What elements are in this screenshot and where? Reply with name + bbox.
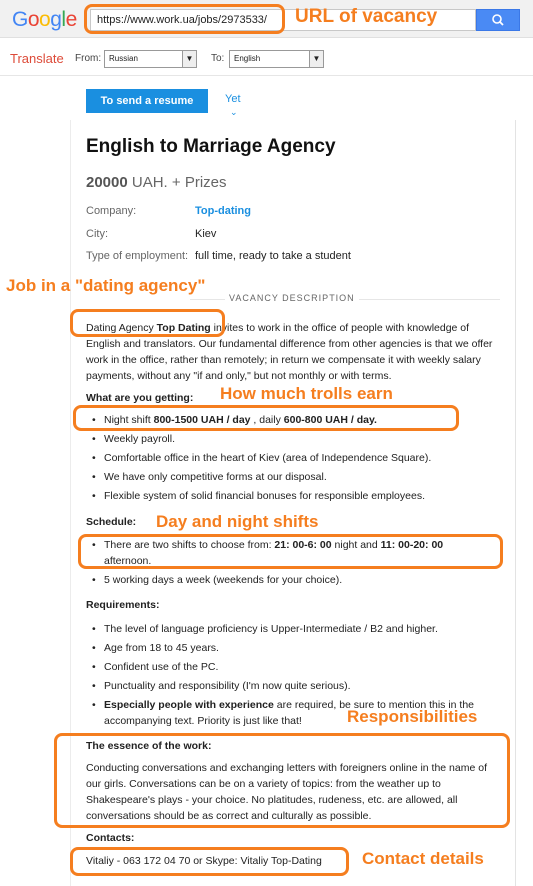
salary-rest: UAH. + Prizes	[127, 174, 227, 191]
bullet-text: Age from 18 to 45 years.	[104, 642, 219, 654]
bullet-text: The level of language proficiency is Upper-Intermediate / B2 and higher.	[104, 623, 438, 635]
list-item: • Weekly payroll.	[92, 433, 175, 445]
schedule-heading: Schedule:	[86, 516, 137, 528]
job-salary	[86, 174, 227, 191]
intro-agency-name: Top Dating	[156, 322, 211, 334]
city-label: City:	[86, 228, 108, 240]
bullet-text: Night shift	[104, 414, 154, 426]
bullet-text: Punctuality and responsibility (I'm now quite serious).	[104, 680, 351, 692]
list-item: • The level of language proficiency is Upper-Intermediate / B2 and higher.	[92, 623, 438, 635]
intro-part-1: Dating Agency	[86, 322, 157, 334]
night-shift-time: 21: 00-6: 00	[274, 539, 332, 551]
list-item: • Age from 18 to 45 years.	[92, 642, 219, 654]
schedule-highlight	[78, 534, 503, 569]
list-item: • Night shift 800-1500 UAH / day , daily 600-800 UAH / day.	[92, 414, 377, 426]
essence-highlight	[54, 733, 510, 828]
from-language-value: Russian	[109, 54, 138, 63]
contacts-heading: Contacts:	[86, 832, 135, 844]
search-button[interactable]	[476, 9, 520, 31]
list-item: • Especially people with experience are required, be sure to mention this in the accompanying text. Priority is just like that!	[92, 699, 475, 727]
bullet-text: night and	[331, 539, 381, 551]
contacts-annotation: Contact details	[362, 849, 484, 868]
city-value: Kiev	[195, 228, 217, 240]
bullet-text: Flexible system of solid financial bonuses for responsible employees.	[104, 490, 425, 502]
url-input[interactable]: https://www.work.ua/jobs/2973533/	[90, 9, 476, 31]
bullet-text: Comfortable office in the heart of Kiev (area of Independence Square).	[104, 452, 432, 464]
to-language-select[interactable]	[229, 50, 324, 68]
dating-annotation: Job in a "dating agency"	[6, 276, 206, 295]
list-item: • Punctuality and responsibility (I'm now quite serious).	[92, 680, 351, 692]
day-pay: 600-800 UAH / day.	[283, 414, 377, 426]
bullet-text: There are two shifts to choose from:	[104, 539, 275, 551]
url-annotation: URL of vacancy	[295, 6, 438, 27]
list-item: • Comfortable office in the heart of Kiev (area of Independence Square).	[92, 452, 432, 464]
essence-heading: The essence of the work:	[86, 740, 212, 752]
yet-link[interactable]: Yet	[225, 93, 241, 105]
from-label: From:	[75, 53, 102, 64]
agency-highlight	[70, 309, 225, 337]
requirements-heading: Requirements:	[86, 599, 160, 611]
google-logo[interactable]: Google	[12, 8, 77, 31]
shifts-annotation: Day and night shifts	[156, 512, 319, 531]
bullet-text: Weekly payroll.	[104, 433, 175, 445]
bullet-text: afternoon.	[104, 555, 152, 567]
bullet-text: We have only competitive forms at our disposal.	[104, 471, 327, 483]
employment-value: full time, ready to take a student	[195, 250, 351, 262]
to-label: To:	[211, 53, 225, 64]
from-language-select[interactable]	[104, 50, 197, 68]
company-label: Company:	[86, 205, 137, 217]
salary-amount: 20000	[86, 174, 128, 191]
intro-part-2: invites to work in the office of people with knowledge of English and translators. Our fundamental difference from other agencies is that we offer work in the office, rather than remotely; in return we compensate it with weekly salary payments, without any "if and only," but not monthly or with terms.	[86, 322, 493, 382]
list-item: • We have only competitive forms at our disposal.	[92, 471, 327, 483]
night-pay: 800-1500 UAH / day	[153, 414, 251, 426]
content-border-right	[515, 120, 516, 886]
chevron-down-icon[interactable]: ⌄	[230, 107, 238, 117]
bullet-text: are required, be sure to mention this in the accompanying text. Priority is just like that!	[104, 699, 475, 727]
bullet-text: Confident use of the PC.	[104, 661, 219, 673]
getting-heading: What are you getting:	[86, 392, 194, 404]
job-title: English to Marriage Agency	[86, 136, 336, 157]
responsibilities-annotation: Responsibilities	[347, 707, 478, 726]
essence-paragraph: Conducting conversations and exchanging letters with foreigners online in the name of our girls. Conversations can be on a variety of topics: from the weather up to Shakespeare's plays - your choice. No platitudes, rudeness, etc. are allowed, all conversations should be as correct and culturally as possible.	[86, 762, 487, 822]
contacts-highlight	[70, 847, 349, 876]
send-resume-button[interactable]: To send a resume	[86, 89, 208, 113]
list-item: • Confident use of the PC.	[92, 661, 219, 673]
list-item: • 5 working days a week (weekends for your choice).	[92, 574, 343, 586]
company-link[interactable]: Top-dating	[195, 205, 251, 217]
employment-label: Type of employment:	[86, 250, 189, 262]
list-item: • There are two shifts to choose from: 21: 00-6: 00 night and 11: 00-20: 00 afternoon.	[92, 539, 444, 567]
section-title: VACANCY DESCRIPTION	[225, 293, 359, 303]
bullet-text: , daily	[250, 414, 284, 426]
search-icon	[477, 10, 521, 30]
to-language-value: English	[234, 54, 261, 63]
pay-highlight	[73, 405, 459, 431]
list-item: • Flexible system of solid financial bonuses for responsible employees.	[92, 490, 425, 502]
experience-emphasis: Especially people with experience	[104, 699, 274, 711]
chevron-down-icon: ▼	[309, 51, 323, 67]
url-highlight	[84, 4, 285, 34]
translate-label: Translate	[10, 51, 64, 66]
chevron-down-icon: ▼	[182, 51, 196, 67]
contacts-value: Vitaliy - 063 172 04 70 or Skype: Vitaliy Top-Dating	[86, 855, 322, 867]
bullet-text: 5 working days a week (weekends for your choice).	[104, 574, 343, 586]
trolls-annotation: How much trolls earn	[220, 384, 393, 403]
day-shift-time: 11: 00-20: 00	[380, 539, 444, 551]
